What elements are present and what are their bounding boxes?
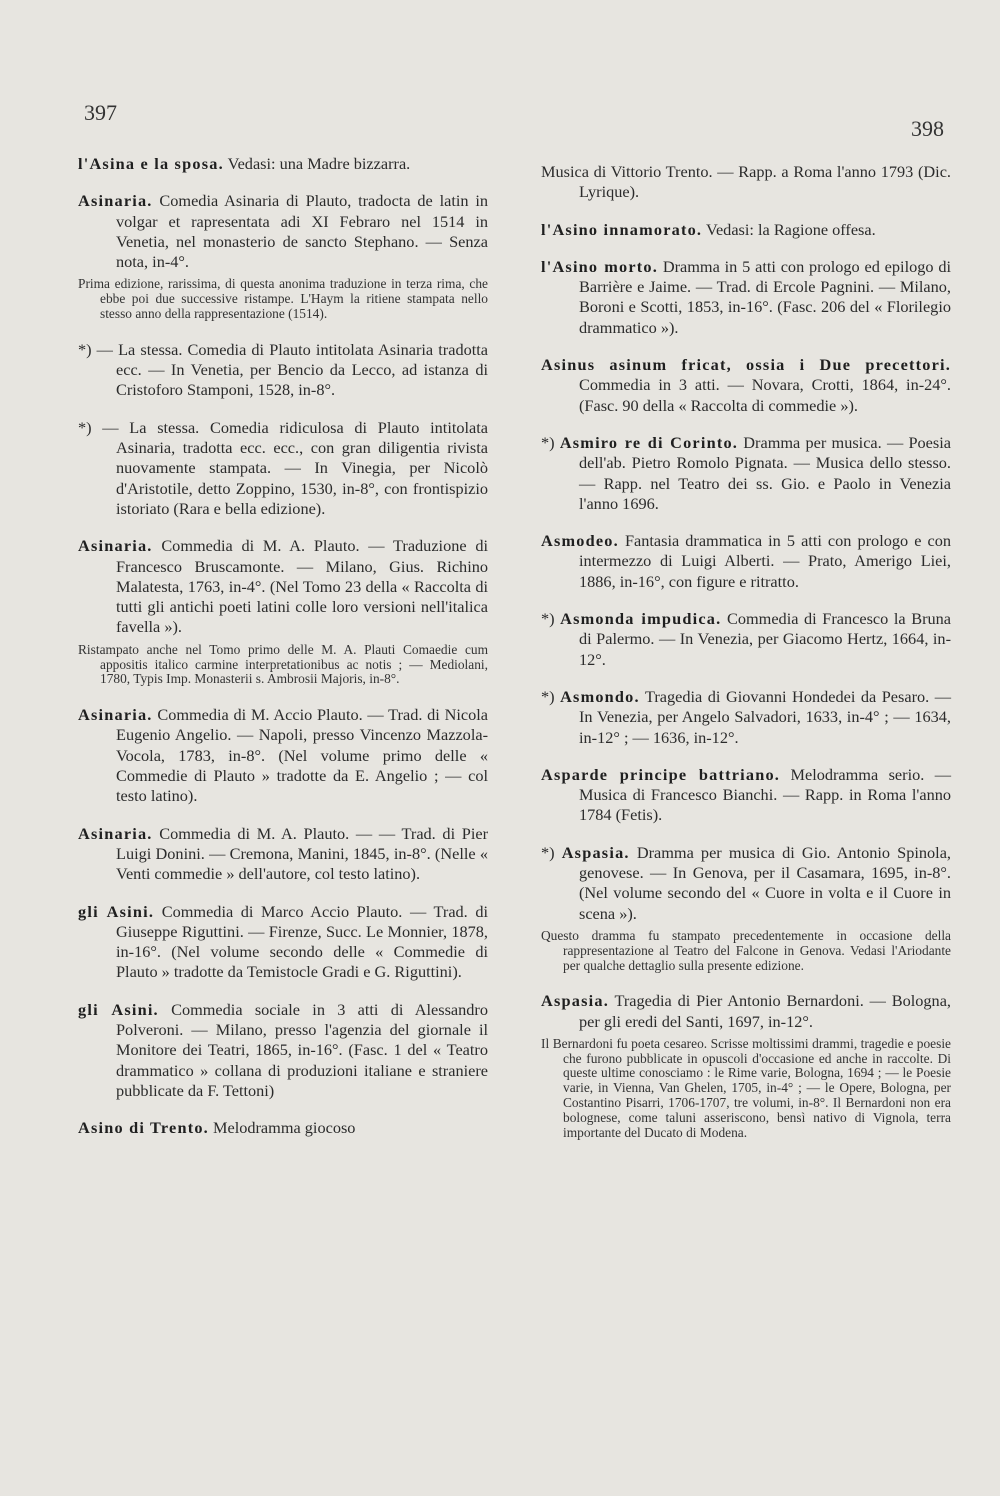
catalog-entry — [541, 257, 951, 338]
catalog-entry — [78, 824, 488, 885]
catalog-entry — [541, 843, 951, 924]
entry-body: Commedia di Marco Accio Plauto. — Trad. di Giuseppe Riguttini. — Firenze, Succ. Le Monnier, 1878, in-16°. (Nel volume secondo delle « Commedie di Plauto » tradotte da Temistocle Gradi e G. Riguttini). — [116, 901, 489, 982]
entry-headword: l'Asino morto. — [541, 256, 659, 276]
entry-headword: Asmondo. — [560, 686, 640, 706]
catalog-entry — [541, 687, 951, 748]
entry-body: Commedia in 3 atti. — Novara, Crotti, 1864, in-24°. (Fasc. 90 della « Raccolta di commedie »). — [579, 375, 951, 415]
entry-headword: l'Asina e la sposa. — [78, 154, 224, 173]
entry-body: Commedia di M. Accio Plauto. — Trad. di Nicola Eugenio Angelio. — Napoli, presso Vincenzo Mazzola-Vocola, 1783, in-8°. (Nel volume primo delle « Commedie di Plauto » tradotte da E. Angelio ; — col testo latino). — [116, 705, 488, 806]
catalog-entry — [78, 154, 488, 174]
entry-body: Fantasia drammatica in 5 atti con prologo e con intermezzo di Luigi Alberti. — Prato, Amerigo Liei, 1886, in-16°, con figure e ritratto. — [579, 531, 951, 591]
entry-marker: *) — [541, 686, 561, 706]
left-column — [78, 154, 488, 1155]
entry-body: Vedasi: una Madre bizzarra. — [223, 154, 411, 173]
catalog-entry — [78, 340, 488, 401]
catalog-entry — [541, 162, 951, 203]
entry-body: Tragedia di Pier Antonio Bernardoni. — Bologna, per gli eredi del Santi, 1697, in-12°. — [579, 991, 951, 1031]
right-column — [541, 162, 951, 1158]
entry-headword: Asinaria. — [78, 191, 153, 211]
entry-headword: Asmonda impudica. — [560, 609, 722, 629]
catalog-entry — [541, 609, 951, 670]
entry-body: Musica di Vittorio Trento. — Rapp. a Roma l'anno 1793 (Dic. Lyrique). — [541, 162, 951, 202]
entry-note: Questo dramma fu stampato precedentemente in occasione della rappresentazione al Teatro del Falcone in Genova. Vedasi l'Ariodante per qualche dettaglio sulla presente edizione. — [541, 927, 951, 973]
page-number-left: 397 — [84, 100, 117, 125]
catalog-entry — [541, 433, 951, 514]
entry-marker: *) — — [78, 417, 130, 437]
entry-headword: gli Asini. — [78, 901, 155, 921]
entry-marker: *) — [541, 842, 562, 862]
entry-body: Comedia Asinaria di Plauto, tradocta de latin in volgar et rapresentata adi XI Febraro nel 1514 in Venetia, nel monasterio de sancto Stephano. — Senza nota, in-4°. — [116, 191, 488, 272]
catalog-entry — [541, 355, 951, 416]
catalog-entry — [541, 765, 951, 826]
entry-note: Ristampato anche nel Tomo primo delle M. A. Plauti Comaedie cum appositis italico carmine interpretationibus ac notis ; — Mediolani, 1780, Typis Imp. Monasterii s. Ambrosii Majoris, in-8°. — [78, 641, 488, 687]
entry-headword: Asinaria. — [78, 823, 153, 843]
entry-note: Il Bernardoni fu poeta cesareo. Scrisse moltissimi drammi, tragedie e poesie che furono pubblicate in opuscoli d'occasione ed anche in raccolte. Di queste ultime conosciamo : le Rime varie, Bologna, 1694 ; — le Poesie varie, in Vienna, Van Ghelen, 1705, in-4° ; — le Opere, Bologna, per Costantino Pisarri, 1706-1707, tre volumi, in-8°. Il Bernardoni non era bolognese, come taluni asseriscono, bensì nativo di Vignola, terra importante del Ducato di Modena. — [541, 1035, 951, 1140]
catalog-entry — [78, 1118, 488, 1138]
entry-marker: *) — [541, 432, 560, 452]
entry-headword: gli Asini. — [78, 999, 159, 1019]
entry-body: Commedia sociale in 3 atti di Alessandro Polveroni. — Milano, presso l'agenzia del giornale il Monitore dei Teatri, 1865, in-16°. (Fasc. 1 del « Teatro drammatico » collana di produzioni italiane e straniere pubblicate da F. Tettoni) — [116, 999, 488, 1100]
entry-body: Tragedia di Giovanni Hondedei da Pesaro. — In Venezia, per Angelo Salvadori, 1633, in-4° ; — 1634, in-12° ; — 1636, in-12°. — [579, 686, 952, 747]
entry-body: Dramma per musica di Gio. Antonio Spinola, genovese. — In Genova, per il Casamara, 1695, in-8°. (Nel volume secondo del « Cuore in volta e il Cuore in scena »). — [579, 842, 951, 923]
entry-headword: Asino di Trento. — [78, 1118, 209, 1138]
entry-body: Dramma per musica. — Poesia dell'ab. Pietro Romolo Pignata. — Musica dello stesso. — Rapp. nel Teatro dei ss. Gio. e Paolo in Venezia l'anno 1696. — [579, 432, 951, 513]
entry-headword: Asinus asinum fricat, ossia i Due precettori. — [541, 355, 951, 375]
entry-headword: Aspasia. — [541, 991, 609, 1011]
catalog-entry — [78, 902, 488, 983]
entry-body: Dramma in 5 atti con prologo ed epilogo di Barrière e Jaime. — Trad. di Ercole Pagnini. — Milano, Boroni e Scotti, 1853, in-16°. (Fasc. 206 del « Florilegio drammatico »). — [579, 256, 952, 337]
entry-headword: Asinaria. — [78, 536, 153, 556]
catalog-entry — [78, 536, 488, 637]
entry-headword: Asmiro re di Corinto. — [559, 432, 739, 452]
catalog-entry — [541, 991, 951, 1032]
catalog-entry — [78, 1000, 488, 1101]
entry-body: Melodramma giocoso — [208, 1118, 356, 1138]
entry-headword: Asmodeo. — [541, 531, 619, 551]
catalog-entry — [78, 418, 488, 519]
entry-body: Commedia di M. A. Plauto. — — Trad. di Pier Luigi Donini. — Cremona, Manini, 1845, in-8°. (Nelle « Venti commedie » dell'autore, col testo latino). — [116, 823, 488, 884]
entry-body: Commedia di M. A. Plauto. — Traduzione di Francesco Bruscamonte. — Milano, Gius. Richino Malatesta, 1763, in-4°. (Nel Tomo 23 della « Raccolta di tutti gli antichi poeti latini colle loro versioni nell'italica favella »). — [116, 536, 488, 637]
entry-note: Prima edizione, rarissima, di questa anonima traduzione in terza rima, che ebbe poi due successive ristampe. L'Haym la ritiene stampata nello stesso anno della rappresentazione (1514). — [78, 276, 488, 322]
catalog-entry — [78, 705, 488, 806]
entry-body: La stessa. Comedia ridiculosa di Plauto intitolata Asinaria, tradotta ecc. ecc., con gran diligentia rivista nuovamente stampata. — In Vinegia, per Nicolò d'Aristotile, detto Zoppino, 1530, in-8°, con frontispizio istoriato (Rara e bella edizione). — [116, 417, 489, 518]
entry-body: La stessa. Comedia di Plauto intitolata Asinaria tradotta ecc. — In Venetia, per Bencio da Lecco, ad istanza di Cristoforo Stamponi, 1528, in-8°. — [116, 339, 489, 400]
entry-headword: Asinaria. — [78, 705, 153, 725]
catalog-entry — [541, 531, 951, 592]
page-number-right: 398 — [911, 116, 944, 141]
entry-headword: l'Asino innamorato. — [541, 219, 703, 239]
entry-body: Melodramma serio. — Musica di Francesco Bianchi. — Rapp. in Roma l'anno 1784 (Fetis). — [579, 764, 951, 825]
catalog-entry — [541, 220, 951, 240]
entry-marker: *) — — [78, 339, 119, 359]
catalog-entry — [78, 191, 488, 272]
entry-headword: Asparde principe battriano. — [541, 764, 781, 784]
entry-body: Vedasi: la Ragione offesa. — [702, 219, 876, 239]
entry-marker: *) — [541, 609, 561, 629]
entry-body: Commedia di Francesco la Bruna di Palermo. — In Venezia, per Giacomo Hertz, 1664, in-12°. — [579, 609, 951, 669]
entry-headword: Aspasia. — [561, 842, 630, 862]
